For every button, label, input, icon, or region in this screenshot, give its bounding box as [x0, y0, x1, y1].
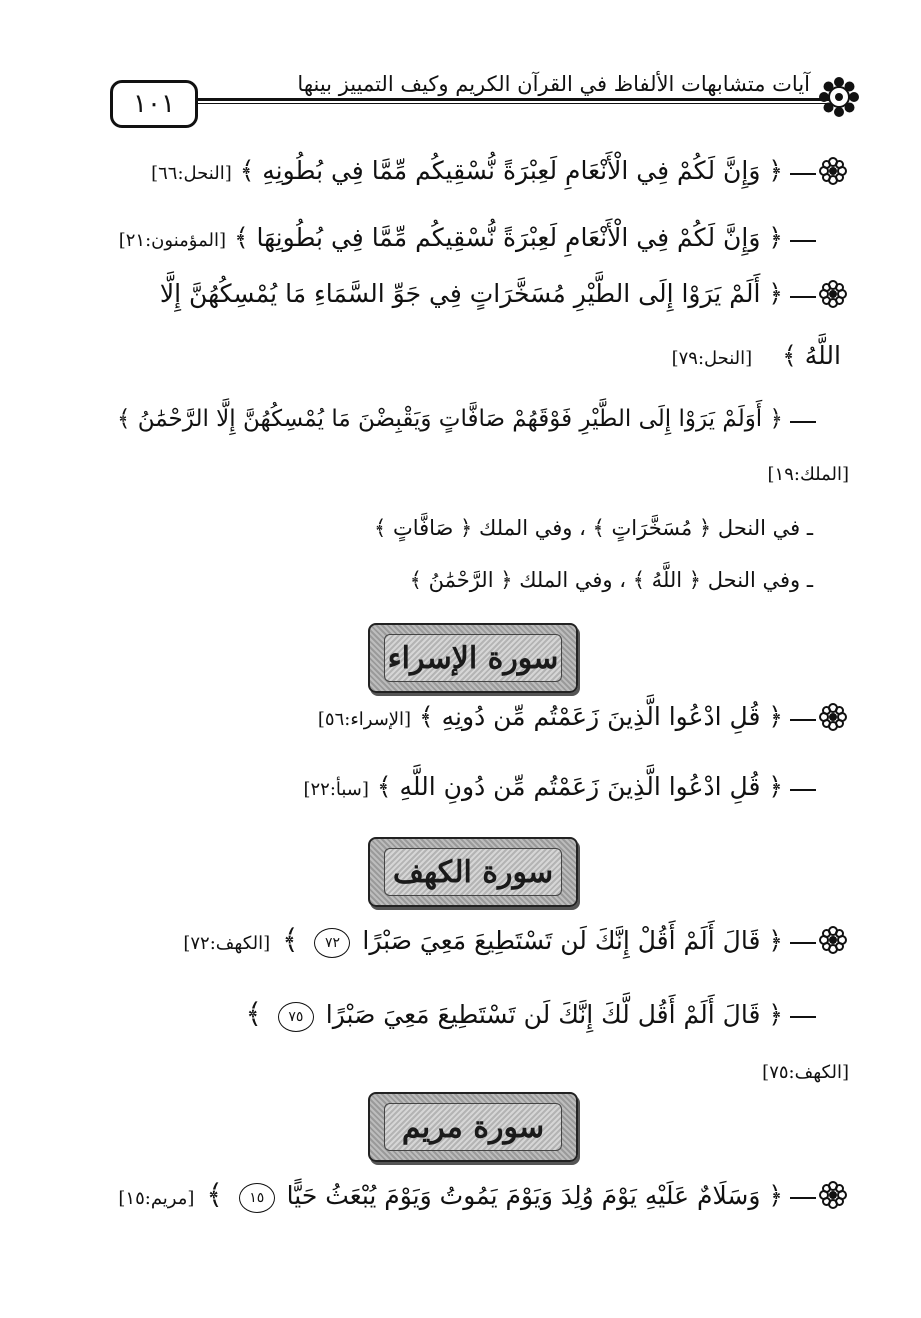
verse-reference: [النحل:٦٦]	[151, 163, 232, 184]
verse-line-continued	[768, 454, 849, 493]
verse-line	[183, 922, 783, 962]
flower-bullet-icon	[818, 702, 848, 732]
closing-bracket: ﴾	[282, 923, 299, 956]
surah-title: سورة الكهف	[384, 848, 562, 896]
ayah-number-marker: ٧٥	[278, 1002, 314, 1032]
surah-heading-isra	[368, 623, 578, 693]
entry-dash	[790, 296, 816, 298]
verse-text: ﴿ قَالَ أَلَمْ أَقُل لَّكَ إِنَّكَ لَن تَسْتَطِيعَ مَعِيَ صَبْرًا	[325, 1000, 783, 1029]
closing-bracket: ﴾	[206, 1178, 223, 1211]
header-rule	[194, 103, 838, 104]
flower-bullet-icon	[818, 925, 848, 955]
verse-reference: [المؤمنون:٢١]	[118, 230, 226, 251]
flower-bullet-icon	[818, 1180, 848, 1210]
flower-bullet-icon	[818, 156, 848, 186]
entry-dash	[790, 173, 816, 175]
page-header	[100, 72, 860, 132]
surah-title: سورة الإسراء	[384, 634, 562, 682]
verse-reference: [الإسراء:٥٦]	[317, 709, 412, 730]
verse-text: ﴿ أَوَلَمْ يَرَوْا إِلَى الطَّيْرِ فَوْقَهُمْ صَافَّاتٍ وَيَقْبِضْنَ مَا يُمْسِكُهُنَّ إِلَّا الرَّحْمَٰنُ ﴾	[116, 406, 783, 432]
verse-line	[241, 996, 783, 1033]
verse-line	[119, 220, 783, 259]
verse-line	[318, 699, 783, 738]
verse-line-continued	[762, 1052, 849, 1091]
header-rule	[194, 98, 838, 101]
verse-text: ﴿ أَلَمْ يَرَوْا إِلَى الطَّيْرِ مُسَخَّرَاتٍ فِي جَوِّ السَّمَاءِ مَا يُمْسِكُهُنَّ إِلَّا	[159, 279, 783, 308]
comparison-note: ـ وفي النحل ﴿ اللَّهُ ﴾ ، وفي الملك ﴿ الرَّحْمَٰنُ ﴾	[409, 568, 813, 592]
entry-dash	[790, 719, 816, 721]
verse-reference: [الكهف:٧٢]	[183, 933, 271, 954]
ayah-number-marker: ٧٢	[314, 928, 350, 958]
verse-reference: [الملك:١٩]	[767, 464, 849, 485]
verse-reference: [سبأ:٢٢]	[303, 779, 369, 800]
verse-text: ﴿ وَسَلَامٌ عَلَيْهِ يَوْمَ وُلِدَ وَيَوْمَ يَمُوتُ وَيَوْمَ يُبْعَثُ حَيًّا	[286, 1181, 783, 1210]
entry-dash	[790, 942, 816, 944]
verse-text: اللَّهُ ﴾	[782, 341, 841, 370]
verse-line	[160, 276, 783, 312]
running-title: آيات متشابهات الألفاظ في القرآن الكريم وكيف التمييز بينها	[293, 72, 814, 96]
header-flower-ornament-icon	[818, 76, 860, 118]
closing-bracket: ﴾	[245, 997, 262, 1030]
verse-line-continued	[672, 338, 841, 377]
page-number: ١٠١	[110, 80, 198, 128]
verse-line	[118, 1177, 783, 1217]
entry-dash	[790, 789, 816, 791]
comparison-note: ـ في النحل ﴿ مُسَخَّرَاتٍ ﴾ ، وفي الملك ﴿ صَافَّاتٍ ﴾	[373, 516, 813, 540]
verse-text: ﴿ قَالَ أَلَمْ أَقُلْ إِنَّكَ لَن تَسْتَطِيعَ مَعِيَ صَبْرًا	[362, 926, 783, 955]
surah-heading-kahf	[368, 837, 578, 907]
verse-reference: [الكهف:٧٥]	[762, 1062, 849, 1083]
entry-dash	[790, 421, 816, 423]
verse-line	[303, 769, 783, 808]
verse-reference: [النحل:٧٩]	[671, 348, 753, 369]
flower-bullet-icon	[818, 279, 848, 309]
surah-heading-maryam	[368, 1092, 578, 1162]
entry-dash	[790, 1016, 816, 1018]
ayah-number-marker: ١٥	[239, 1183, 275, 1213]
entry-dash	[790, 240, 816, 242]
entry-dash	[790, 1197, 816, 1199]
verse-text: ﴿ قُلِ ادْعُوا الَّذِينَ زَعَمْتُم مِّن دُونِ اللَّهِ ﴾	[376, 772, 783, 801]
verse-text: ﴿ قُلِ ادْعُوا الَّذِينَ زَعَمْتُم مِّن دُونِهِ ﴾	[419, 702, 783, 731]
verse-text: ﴿ وَإِنَّ لَكُمْ فِي الْأَنْعَامِ لَعِبْرَةً نُّسْقِيكُم مِّمَّا فِي بُطُونِهَا ﴾	[233, 223, 783, 252]
verse-text: ﴿ وَإِنَّ لَكُمْ فِي الْأَنْعَامِ لَعِبْرَةً نُّسْقِيكُم مِّمَّا فِي بُطُونِهِ ﴾	[239, 156, 783, 185]
verse-line	[151, 153, 783, 192]
verse-line	[117, 401, 783, 437]
surah-title: سورة مريم	[384, 1103, 562, 1151]
verse-reference: [مريم:١٥]	[118, 1188, 195, 1209]
